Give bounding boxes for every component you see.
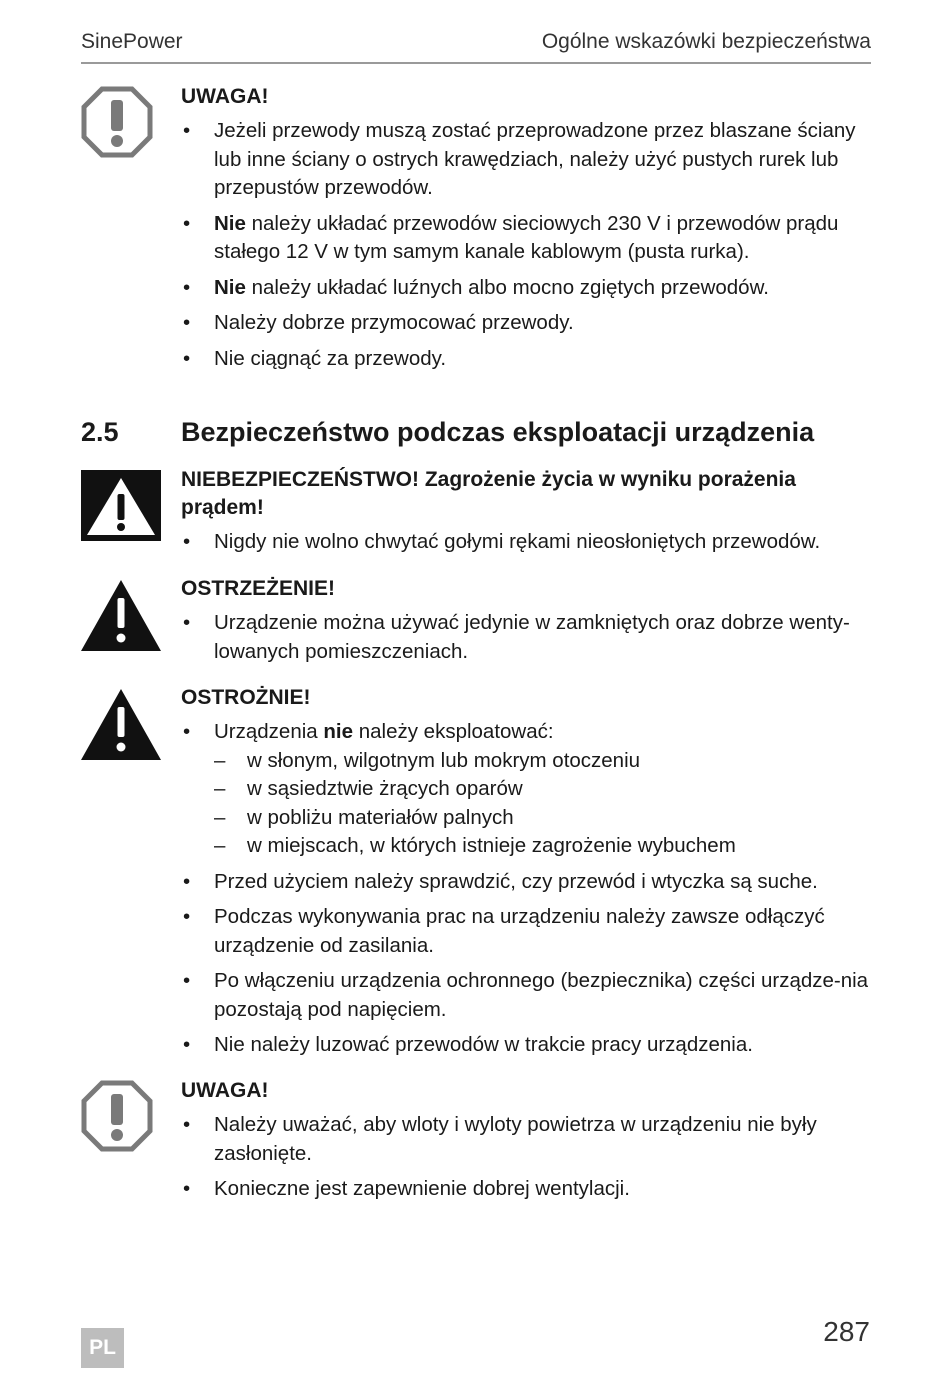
list-item: • Nie należy układać luźnych albo mocno zgiętych przewodów. — [181, 274, 881, 303]
caution-list — [181, 718, 881, 1060]
notice-block-2 — [181, 1077, 881, 1211]
notice-label: UWAGA! — [181, 85, 269, 108]
list-item: • Nie ciągnąć za przewody. — [181, 345, 881, 374]
danger-block — [181, 466, 881, 564]
list-item: • Po włączeniu urządzenia ochronnego (bezpiecznika) części urządze-nia pozostają pod napięciem. — [181, 967, 881, 1024]
warning-triangle-icon — [81, 580, 161, 651]
list-item: • Nie należy układać przewodów sieciowych 230 V i przewodów prądu stałego 12 V w tym samym kanale kablowym (pusta rurka). — [181, 210, 881, 267]
notice-list — [181, 117, 881, 373]
sub-list-item: – w słonym, wilgotnym lub mokrym otoczeniu — [214, 747, 881, 776]
list-item: • Jeżeli przewody muszą zostać przeprowadzone przez blaszane ściany lub inne ściany o ostrych krawędziach, należy użyć pustych rurek lub przepustów przewodów. — [181, 117, 881, 203]
list-item: • Konieczne jest zapewnienie dobrej wentylacji. — [181, 1175, 881, 1204]
caution-triangle-icon — [81, 689, 161, 760]
sub-list-item: – w miejscach, w których istnieje zagrożenie wybuchem — [214, 832, 881, 861]
danger-warning-icon — [81, 470, 161, 541]
page-number: 287 — [823, 1316, 870, 1347]
list-item: • Urządzenia nie należy eksploatować: – w słonym, wilgotnym lub mokrym otoczeniu – w sąsiedztwie żrących oparów – w pobliżu materiałów palnych – w miejscach, w których istnieje zagrożenie wybuchem — [181, 718, 881, 861]
warning-block — [181, 575, 881, 673]
running-header — [81, 30, 871, 64]
notice-octagon-icon — [81, 1080, 153, 1152]
warning-list — [181, 609, 881, 666]
danger-label: NIEBEZPIECZEŃSTWO! Zagrożenie życia w wyniku porażenia prądem! — [181, 468, 796, 519]
danger-list — [181, 528, 881, 557]
sub-list-item: – w sąsiedztwie żrących oparów — [214, 775, 881, 804]
list-item: • Podczas wykonywania prac na urządzeniu należy zawsze odłączyć urządzenie od zasilania. — [181, 903, 881, 960]
language-tab: PL — [81, 1328, 124, 1368]
notice-label: UWAGA! — [181, 1079, 269, 1102]
notice-octagon-icon — [81, 86, 153, 158]
list-item: • Nigdy nie wolno chwytać gołymi rękami nieosłoniętych przewodów. — [181, 528, 881, 557]
sub-list-item: – w pobliżu materiałów palnych — [214, 804, 881, 833]
list-item: • Należy uważać, aby wloty i wyloty powietrza w urządzeniu nie były zasłonięte. — [181, 1111, 881, 1168]
header-product-name: SinePower — [81, 30, 183, 53]
section-number: 2.5 — [81, 417, 119, 447]
notice-block-1 — [181, 83, 881, 380]
header-chapter-title: Ogólne wskazówki bezpieczeństwa — [541, 30, 871, 53]
notice-list — [181, 1111, 881, 1204]
caution-block — [181, 684, 881, 1067]
section-title: Bezpieczeństwo podczas eksploatacji urządzenia — [181, 417, 815, 447]
caution-label: OSTROŻNIE! — [181, 686, 311, 709]
list-item: • Urządzenie można używać jedynie w zamkniętych oraz dobrze wenty-lowanych pomieszczeniach. — [181, 609, 881, 666]
warning-label: OSTRZEŻENIE! — [181, 577, 336, 600]
list-item: • Nie należy luzować przewodów w trakcie pracy urządzenia. — [181, 1031, 881, 1060]
caution-sub-list — [214, 747, 881, 861]
list-item: • Należy dobrze przymocować przewody. — [181, 309, 881, 338]
list-item: • Przed użyciem należy sprawdzić, czy przewód i wtyczka są suche. — [181, 868, 881, 897]
